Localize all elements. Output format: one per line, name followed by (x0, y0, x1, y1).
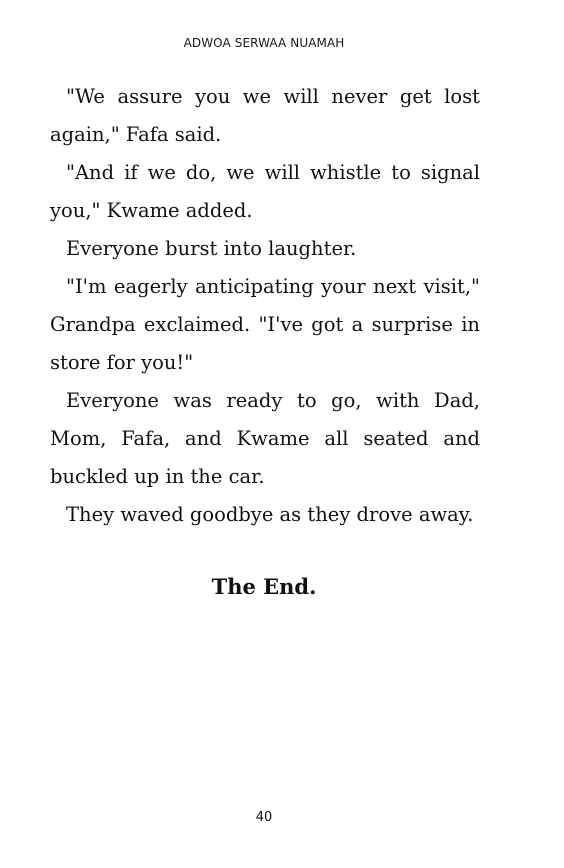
paragraph: Everyone burst into laughter. (66, 237, 357, 260)
running-head: ADWOA SERWAA NUAMAH (183, 36, 345, 50)
paragraph: "We assure you we will never get lost again," Fafa said. (50, 85, 480, 146)
paragraph: "I'm eagerly anticipating your next visit," Grandpa exclaimed. "I've got a surprise in store for you!" (50, 275, 480, 374)
the-end-heading: The End. (211, 574, 317, 599)
paragraph: Everyone was ready to go, with Dad, Mom, Fafa, and Kwame all seated and buckled up in the car. (50, 389, 480, 488)
paragraph: They waved goodbye as they drove away. (66, 503, 474, 526)
story-text (50, 78, 480, 534)
page-number: 40 (255, 810, 273, 825)
paragraph: "And if we do, we will whistle to signal you," Kwame added. (50, 161, 480, 222)
